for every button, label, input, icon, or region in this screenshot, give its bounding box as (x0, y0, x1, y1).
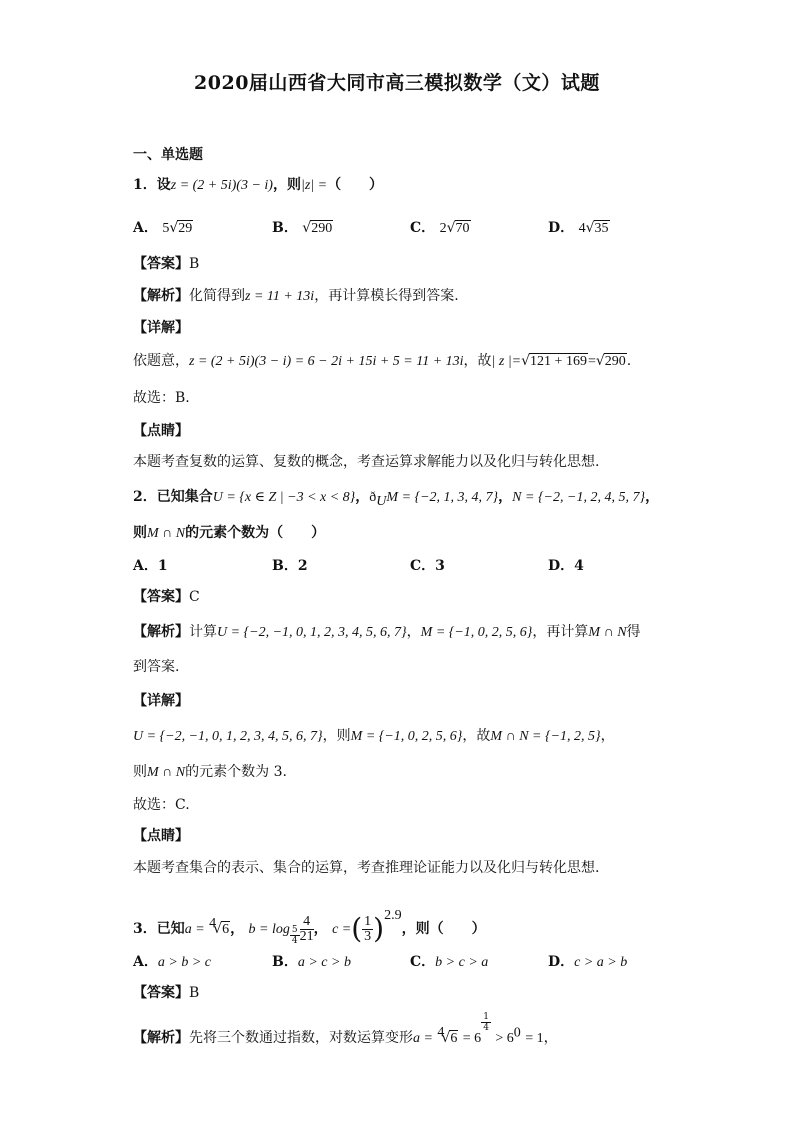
q2-detail-line2: 则M ∩ N的元素个数为 3. (133, 764, 287, 780)
radical-icon: √ (302, 220, 312, 236)
radical-icon: √ (441, 1030, 451, 1046)
q3-option-a: A．a > b > c (133, 954, 211, 970)
q2-answer: 【答案】C (133, 589, 200, 605)
radical-icon: √ (169, 220, 179, 236)
radical-icon: √ (521, 353, 531, 369)
q2-analysis-line2: 到答案. (133, 659, 180, 675)
question-2-stem: 2．已知集合U = {x ∈ Z | −3 < x < 8}，$ð_UM = \{-2$, 1, 3, 4, 7}，N = {−2, −1, 2, 4, 5, 7}， (133, 489, 660, 509)
radical-icon: √ (585, 220, 595, 236)
q1-option-c: C． 2√70 (410, 220, 470, 236)
q1-option-d: D． 4√35 (548, 220, 609, 236)
q1-detail-label: 【详解】 (133, 320, 189, 336)
q3-option-d: D．c > a > b (548, 954, 628, 970)
radical-icon: √ (213, 921, 223, 937)
q1-answer: 【答案】B (133, 256, 200, 272)
q3-answer: 【答案】B (133, 985, 200, 1001)
log-base-fraction: $\frac{5}{4}$ (291, 925, 298, 946)
q2-option-c: C．3 (410, 558, 445, 574)
c-base-fraction: $\frac{1}{3}$ (364, 913, 372, 944)
q1-option-a: A． 5√29 (133, 220, 193, 236)
q1-analysis: 【解析】化简得到z = 11 + 13i，再计算模长得到答案. (133, 288, 459, 304)
q2-option-a: A．1 (133, 558, 168, 574)
q1-option-b: B． √290 (272, 220, 333, 236)
q1-comment-label: 【点睛】 (133, 423, 189, 439)
q2-comment: 本题考查集合的表示、集合的运算，考查推理论证能力以及化归与转化思想. (133, 860, 600, 876)
page-title: 2020届山西省大同市高三模拟数学（文）试题 (194, 72, 600, 94)
q1-detail: 依题意，z = (2 + 5i)(3 − i) = 6 − 2i + 15i + 5 = 11 + 13i，故| z |=√121 + 169=√290. (133, 353, 632, 369)
q3-analysis: 【解析】先将三个数通过指数，对数运算变形a = $^4$√6 = 6 $\frac{1}{4}$ > $6^0 = 1$， (133, 1012, 558, 1046)
q1-choose: 故选：B. (133, 390, 190, 406)
q1-expression: z = (2 + 5i)(3 − i) (170, 178, 273, 193)
section-heading: 一、单选题 (133, 147, 203, 163)
radical-icon: √ (595, 353, 605, 369)
question-1-stem: 1．设z = (2 + 5i)(3 − i)，则|z| =（ ） (133, 177, 384, 193)
q2-option-d: D．4 (548, 558, 584, 574)
q2-option-b: B．2 (272, 558, 308, 574)
exponent-fraction: $\frac{1}{4}$ (483, 1012, 489, 1033)
log-argument-fraction: $\frac{4}{21}$ (299, 913, 314, 944)
q2-comment-label: 【点睛】 (133, 828, 189, 844)
question-3-stem: 3．已知a = $^4$√6， b = log $\frac{5}{4}$ $\frac{4}{21}$ ， c =( $\frac{1}{3}$ )$^{2.9}$，则（ ） (133, 908, 486, 946)
q2-detail: U = {−2, −1, 0, 1, 2, 3, 4, 5, 6, 7}，则M = {−1, 0, 2, 5, 6}，故M ∩ N = {−1, 2, 5}， (133, 728, 615, 744)
q2-choose: 故选：C. (133, 797, 190, 813)
q2-analysis: 【解析】计算U = {−2, −1, 0, 1, 2, 3, 4, 5, 6, 7}，M = {−1, 0, 2, 5, 6}，再计算M ∩ N得 (133, 624, 641, 640)
q1-comment: 本题考查复数的运算、复数的概念，考查运算求解能力以及化归与转化思想. (133, 454, 600, 470)
radical-icon: √ (446, 220, 456, 236)
q2-detail-label: 【详解】 (133, 693, 189, 709)
question-2-stem-line2: 则M ∩ N的元素个数为（ ） (133, 525, 326, 541)
q3-option-b: B．a > c > b (272, 954, 351, 970)
q3-option-c: C．b > c > a (410, 954, 489, 970)
